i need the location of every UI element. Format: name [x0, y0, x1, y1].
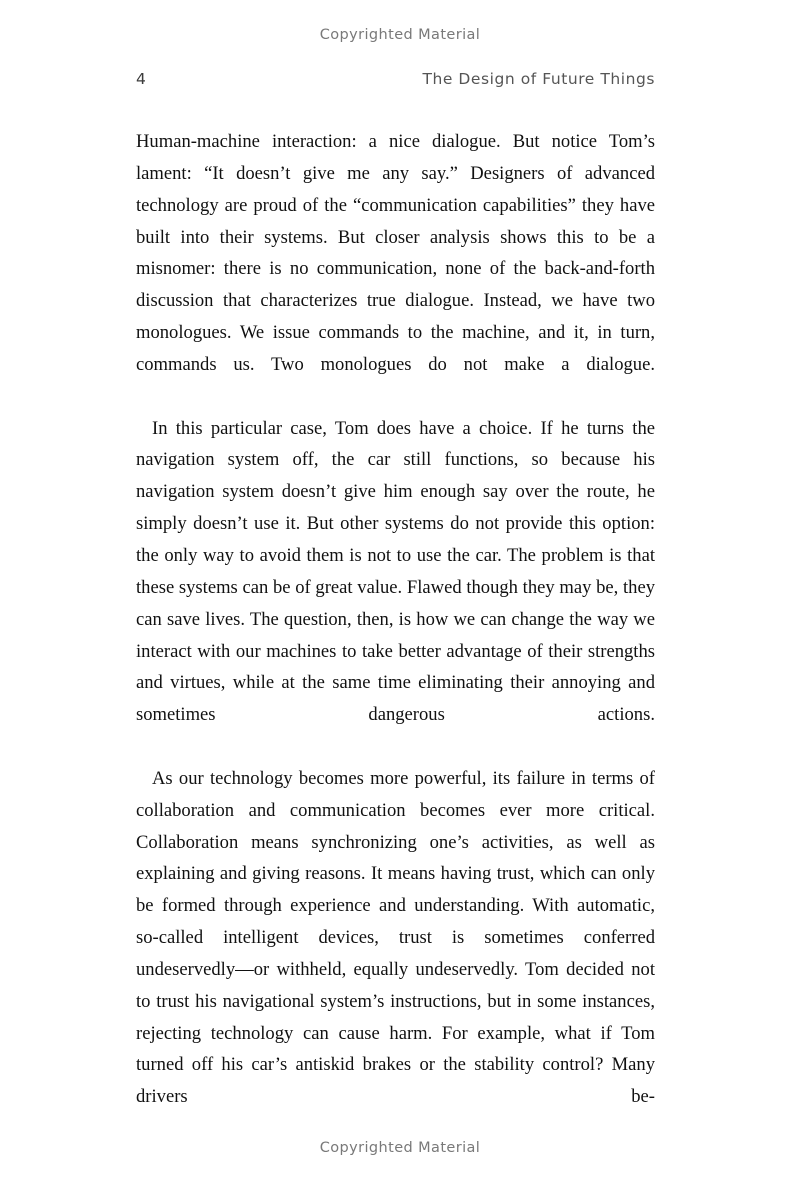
body-text-column — [136, 126, 655, 1145]
paragraph-3: As our technology becomes more powerful, its failure in terms of collaboration and communication becomes ever more critical. Collaboration means synchronizing one’s activities, as well as explaining and giving reasons. It means having trust, which can only be formed through experience and understanding. With automatic, so-called intelligent devices, trust is sometimes conferred undeservedly—or withheld, equally undeservedly. Tom decided not to trust his navigational system’s instructions, but in some instances, rejecting technology can cause harm. For example, what if Tom turned off his car’s antiskid brakes or the stability control? Many drivers be- — [136, 767, 655, 1108]
page-number: 4 — [136, 70, 147, 88]
book-title: The Design of Future Things — [422, 70, 655, 88]
paragraph-2: In this particular case, Tom does have a choice. If he turns the navigation system off, the car still functions, so because his navigation system doesn’t give him enough say over the route, he simply doesn’t use it. But other systems do not provide this option: the only way to avoid them is not to use the car. The problem is that these systems can be of great value. Flawed though they may be, they can save lives. The question, then, is how we can change the way we interact with our machines to take better advantage of their strengths and virtues, while at the same time eliminating their annoying and sometimes dangerous actions. — [136, 417, 655, 726]
copyright-watermark-bottom: Copyrighted Material — [319, 1140, 481, 1156]
copyright-watermark-top: Copyrighted Material — [319, 27, 481, 43]
running-head — [136, 70, 655, 92]
paragraph-1: Human-machine interaction: a nice dialogue. But notice Tom’s lament: “It doesn’t give me any say.” Designers of advanced technology are proud of the “communication capabilities” they have built into their systems. But closer analysis shows this to be a misnomer: there is no communication, none of the back-and-forth discussion that characterizes true dialogue. Instead, we have two monologues. We issue commands to the machine, and it, in turn, commands us. Two monologues do not make a dialogue. — [136, 131, 655, 375]
